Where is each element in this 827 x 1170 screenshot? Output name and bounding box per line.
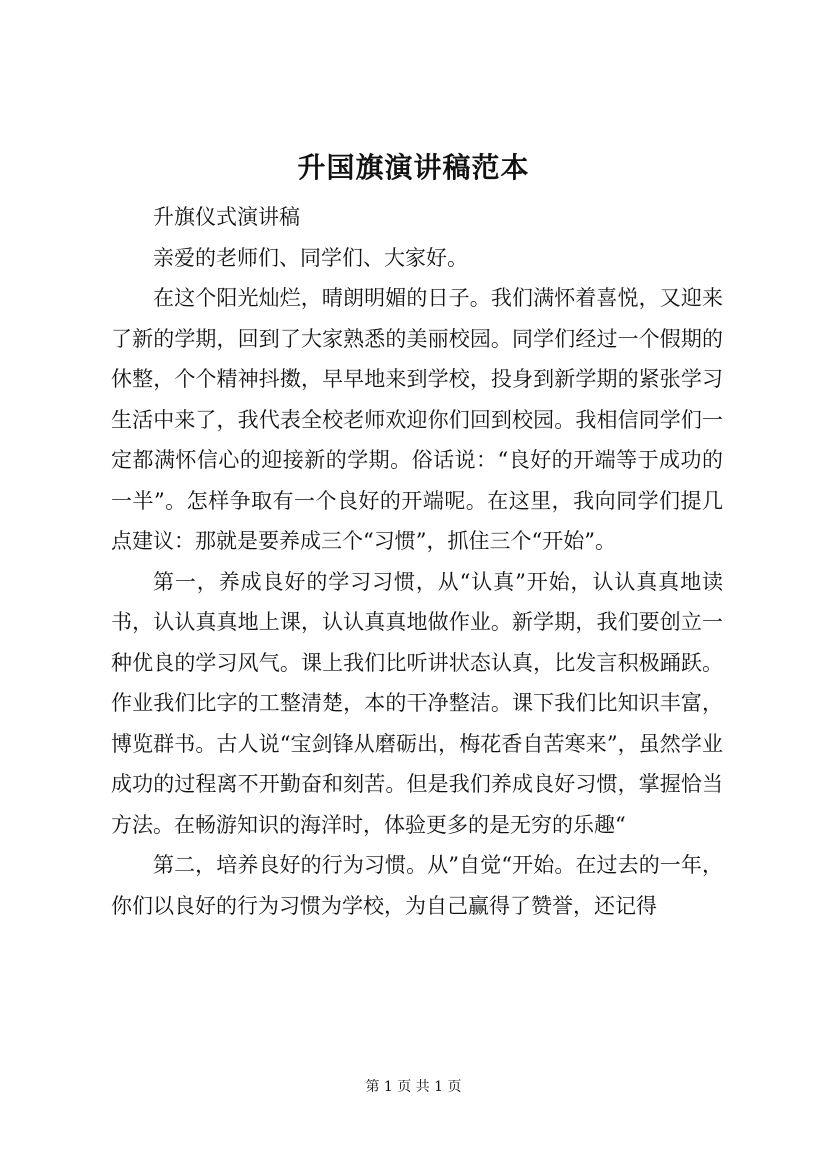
paragraph-intro: 在这个阳光灿烂，晴朗明媚的日子。我们满怀着喜悦，又迎来了新的学期，回到了大家熟悉的美丽校园。同学们经过一个假期的休整，个个精神抖擞，早早地来到学校，投身到新学期的紧张学习生活中来了，我代表全校老师欢迎你们回到校园。我相信同学们一定都满怀信心的迎接新的学期。俗话说：“良好的开端等于成功的一半”。怎样争取有一个良好的开端呢。在这里，我向同学们提几点建议：那就是要养成三个“习惯”，抓住三个“开始”。: [111, 286, 723, 553]
document-body: [111, 197, 723, 926]
page-number-footer: 第 1 页 共 1 页: [365, 1079, 462, 1095]
document-title: 升国旗演讲稿范本: [297, 151, 530, 184]
paragraph-greeting: 亲爱的老师们、同学们、大家好。: [153, 245, 468, 270]
paragraph-second-point: 第二，培养良好的行为习惯。从”自觉“开始。在过去的一年，你们以良好的行为习惯为学校，为自己赢得了赞誉，还记得: [111, 853, 723, 918]
paragraph-subtitle: 升旗仪式演讲稿: [153, 205, 300, 229]
paragraph-first-point: 第一，养成良好的学习习惯，从“认真”开始，认认真真地读书，认认真真地上课，认认真真地做作业。新学期，我们要创立一种优良的学习风气。课上我们比听讲状态认真，比发言积极踊跃。作业我们比字的工整清楚，本的干净整洁。课下我们比知识丰富，博览群书。古人说“宝剑锋从磨砺出，梅花香自苦寒来”，虽然学业成功的过程离不开勤奋和刻苦。但是我们养成良好习惯，掌握恰当方法。在畅游知识的海洋时，体验更多的是无穷的乐趣“: [111, 569, 723, 837]
